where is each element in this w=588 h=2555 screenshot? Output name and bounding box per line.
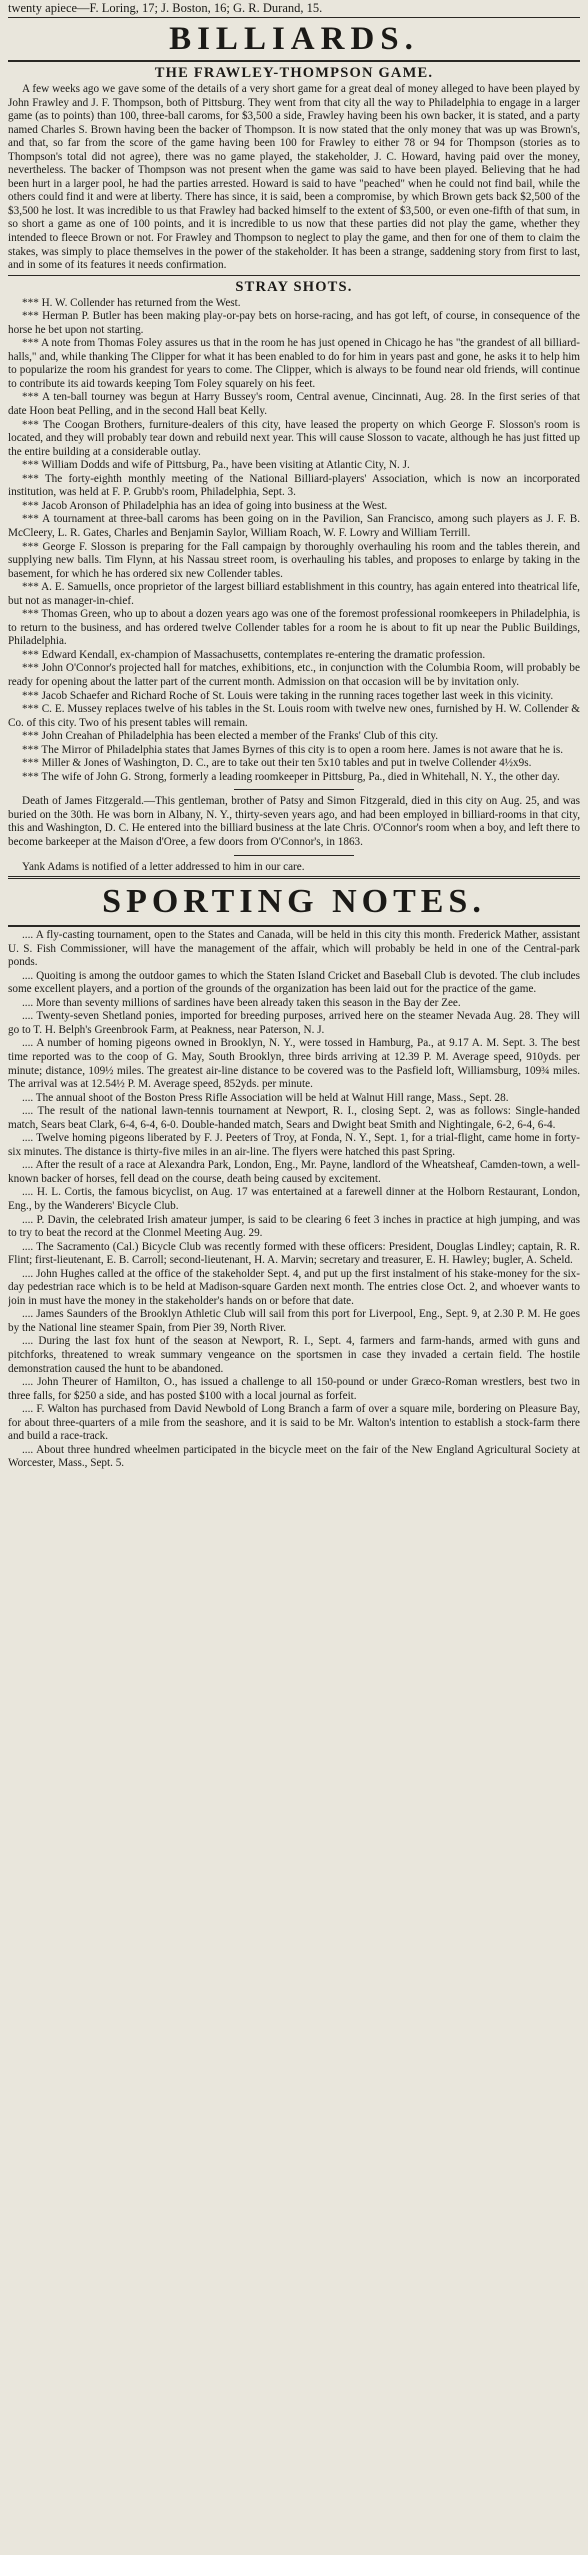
sporting-note-item — [8, 1214, 580, 1241]
item-marker-icon: .... — [22, 929, 36, 942]
stray-shot-item — [8, 744, 580, 758]
sporting-note-item-text: P. Davin, the celebrated Irish amateur jumper, is said to be clearing 6 feet 3 inches in practice at high jumping, and was to try to beat the record at the Clonmel Meeting Aug. 29. — [8, 1213, 580, 1240]
item-marker-icon: *** — [22, 730, 42, 743]
stray-shot-item — [8, 337, 580, 391]
item-marker-icon: .... — [22, 1443, 37, 1456]
item-marker-icon: *** — [22, 648, 42, 661]
sporting-note-item — [8, 1444, 580, 1471]
item-marker-icon: .... — [22, 1105, 38, 1118]
stray-shot-item — [8, 730, 580, 744]
stray-shot-item — [8, 649, 580, 663]
item-marker-icon: *** — [22, 703, 42, 716]
item-marker-icon: *** — [22, 513, 43, 526]
sporting-note-item-text: Quoiting is among the outdoor games to which the Staten Island Cricket and Baseball Club is devoted. The club includes some excellent players, and a portion of the grounds of the organization has been laid out for the practice of the game. — [8, 969, 580, 996]
item-marker-icon: *** — [22, 472, 45, 485]
item-marker-icon: .... — [22, 1186, 37, 1199]
sporting-note-item — [8, 1241, 580, 1268]
item-marker-icon: *** — [22, 391, 43, 404]
sporting-note-item-text: John Hughes called at the office of the stakeholder Sept. 4, and put up the first instalment of his stake-money for the six-day pedestrian race which is to be held at Madison-square Garden next month. The entries close Oct. 2, and whoever wants to join in must have the money in the stakeholder's hands on or before that date. — [8, 1267, 580, 1307]
sporting-note-item — [8, 1376, 580, 1403]
stray-shot-item — [8, 690, 580, 704]
divider — [234, 855, 354, 856]
stray-shot-item-text: Herman P. Butler has been making play-or-pay bets on horse-racing, and has got left, of course, in consequence of the horse he bet upon not starting. — [8, 310, 580, 336]
sporting-masthead: SPORTING NOTES. — [102, 883, 486, 921]
item-marker-icon: .... — [22, 1132, 37, 1145]
sporting-note-item-text: John Theurer of Hamilton, O., has issued a challenge to all 150-pound or under Græco-Roman wrestlers, best two in three falls, for $250 a side, and has posted $100 with a local journal as forfeit. — [8, 1376, 580, 1402]
sporting-note-item — [8, 929, 580, 970]
sporting-notes-list — [8, 929, 580, 1471]
item-marker-icon: .... — [22, 1335, 39, 1348]
sporting-note-item-text: The annual shoot of the Boston Press Rifle Association will be held at Walnut Hill range, Mass., Sept. 28. — [35, 1091, 509, 1104]
stray-shot-item-text: A tournament at three-ball caroms has been going on in the Pavilion, San Francisco, among such players as J. F. B. McCleery, L. R. Gates, Charles and Benjamin Saylor, William Roach, W. F. Lowry and William Terrill. — [8, 513, 580, 539]
frawley-thompson-headline: THE FRAWLEY-THOMPSON GAME. — [154, 65, 434, 81]
item-marker-icon: *** — [22, 689, 42, 702]
item-marker-icon: *** — [22, 499, 42, 512]
stray-shot-item — [8, 500, 580, 514]
item-marker-icon: *** — [22, 337, 42, 350]
item-marker-icon: *** — [22, 662, 42, 675]
stray-shot-item-text: A ten-ball tourney was begun at Harry Bussey's room, Central avenue, Cincinnati, Aug. 28. In the first series of that date Hoon beat Pelling, and in the second Hall beat Kelly. — [8, 391, 580, 418]
sporting-note-item-text: H. L. Cortis, the famous bicyclist, on Aug. 17 was entertained at a farewell dinner at the Holborn Restaurant, London, Eng., by the Wanderers' Bicycle Club. — [8, 1186, 580, 1213]
stray-shot-item-text: The Mirror of Philadelphia states that James Byrnes of this city is to open a room here. James is not aware that he is. — [41, 743, 564, 756]
stray-shot-item-text: John Creahan of Philadelphia has been elected a member of the Franks' Club of this city. — [41, 730, 439, 743]
sporting-note-item — [8, 970, 580, 997]
stray-shot-item-text: Thomas Green, who up to about a dozen years ago was one of the foremost professional roomkeepers in Philadelphia, is to return to the business, and has ordered twelve Collender tables for a room he is about to fit up near the Public Buildings, Philadelphia. — [8, 608, 580, 648]
stray-shot-item — [8, 459, 580, 473]
newspaper-page — [8, 0, 580, 2555]
item-marker-icon: .... — [22, 1403, 37, 1416]
sporting-note-item — [8, 1010, 580, 1037]
sporting-note-item — [8, 1308, 580, 1335]
item-marker-icon: *** — [22, 418, 43, 431]
divider — [8, 17, 580, 18]
sporting-note-item — [8, 1105, 580, 1132]
item-marker-icon: *** — [22, 757, 42, 770]
stray-shot-item — [8, 391, 580, 418]
death-notice — [8, 795, 580, 849]
frawley-thompson-article — [8, 83, 580, 273]
sporting-section — [8, 881, 580, 1471]
item-marker-icon: .... — [22, 1267, 37, 1280]
sporting-note-item — [8, 1132, 580, 1159]
stray-shot-item-text: C. E. Mussey replaces twelve of his tables in the St. Louis room with twelve new ones, furnished by H. W. Collender & Co. of this city. Two of his present tables will remain. — [8, 703, 580, 729]
item-marker-icon: *** — [22, 581, 42, 594]
stray-shot-item — [8, 310, 580, 337]
item-marker-icon: .... — [22, 1091, 36, 1104]
stray-shot-item — [8, 771, 580, 785]
stray-shot-item — [8, 662, 580, 689]
adams-notice — [8, 861, 580, 875]
top-continuation-line: twenty apiece—F. Loring, 17; J. Boston, 16; G. R. Durand, 15. — [8, 1, 323, 15]
item-marker-icon: *** — [22, 296, 42, 309]
item-marker-icon: .... — [22, 1376, 38, 1389]
stray-shots-list — [8, 297, 580, 785]
stray-shot-item-text: Jacob Aronson of Philadelphia has an idea of going into business at the West. — [41, 499, 388, 512]
item-marker-icon: .... — [22, 1240, 37, 1253]
sporting-note-item — [8, 1268, 580, 1309]
item-marker-icon: *** — [22, 540, 43, 553]
stray-shot-item-text: Edward Kendall, ex-champion of Massachusetts, contemplates re-entering the dramatic profession. — [41, 648, 486, 661]
article-paragraph: A few weeks ago we gave some of the details of a very short game for a great deal of money alleged to have been played by John Frawley and J. F. Thompson, both of Pittsburg. They went from that city all the way to Philadelphia to engage in a larger game (as to points) than 100, three-ball caroms, for $3,500 a side, Frawley having been his own backer, it is stated, and a party named Charles S. Brown having been the backer of Thompson. It is now stated that the only money that was up was Brown's, and that, so far from the score of the game having been 100 for Frawley to either 78 or 94 for Thompson (stories as to Thompson's total did not agree), there was no game played, the stakeholder, J. C. Howard, having paid over the money, nevertheless. The backer of Thompson was not present when the game was said to have been played. Believing that he had been hurt in a larger pool, he had the parties arrested. Howard is said to have "peached" when he could not find bail, while the others could find it and were at liberty. There has since, it is said, been a compromise, by which Brown gets back $2,500 of the $3,500 he lost. It was incredible to us that Frawley had backed himself to the extent of $3,500, or even one-fifth of that sum, in so short a game as one of 100 points, and it is incredible to us now that these parties did not play the game, whether they intended to fleece Brown or not. For Frawley and Thompson to neglect to play the game, and then for one of them to claim the stakes, was simply to place themselves in the power of the stakeholder. It has been a strange, saddening story from first to last, and in some of its features it needs confirmation. — [8, 83, 580, 272]
stray-shot-item-text: H. W. Collender has returned from the West. — [41, 296, 241, 309]
sporting-note-item — [8, 1159, 580, 1186]
stray-shot-item — [8, 513, 580, 540]
sporting-note-item-text: A fly-casting tournament, open to the States and Canada, will be held in this city this month. Frederick Mather, assistant U. S. Fish Commissioner, will have the management of the affair, which will probably be held in one of the Central-park ponds. — [8, 929, 580, 969]
sporting-note-item — [8, 1037, 580, 1091]
stray-shot-item — [8, 541, 580, 582]
stray-shot-item-text: A note from Thomas Foley assures us that in the room he has just opened in Chicago he has "the grandest of all billiard-halls," and, while thanking The Clipper for what it has been enabled to do for him in years past and gone, he asks it to help him to popularize the room his grandest for years to come. The Clipper, which is always to be found near old friends, will continue to contribute its aid towards keeping Tom Foley squarely on his feet. — [8, 337, 580, 390]
item-marker-icon: .... — [22, 969, 37, 982]
sporting-note-item-text: A number of homing pigeons owned in Brooklyn, N. Y., were tossed in Hamburg, Pa., at 9.17 A. M. Sept. 3. The best time reported was to the coop of G. May, South Brooklyn, three birds arriving at 12.39 P. M. Average speed, 910yds. per minute; distance, 109½ miles. The greatest air-line distance to be covered was to the Pasfield loft, Williamsburg, 109¾ miles. The arrival was at 12.54½ P. M. Average speed, 852yds. per minute. — [8, 1037, 580, 1091]
sporting-note-item-text: More than seventy millions of sardines have been already taken this season in the Bay der Zee. — [35, 996, 461, 1009]
billiards-section — [8, 20, 580, 874]
item-marker-icon: *** — [22, 770, 42, 783]
sporting-note-item-text: During the last fox hunt of the season at Newport, R. I., Sept. 4, farmers and farm-hands, armed with guns and pitchforks, threatened to wreak summary vengeance on the sportsmen in case they invaded a certain field. The hostile demonstration caused the hunt to be abandoned. — [8, 1335, 580, 1375]
stray-shot-item — [8, 419, 580, 460]
sporting-note-item — [8, 1403, 580, 1444]
item-marker-icon: *** — [22, 459, 42, 472]
stray-shot-item-text: The Coogan Brothers, furniture-dealers of this city, have leased the property on which George F. Slosson's room is located, and they will probably tear down and rebuild next year. This will cause Slosson to vacate, although he has just fitted up the entire building at a considerable outlay. — [8, 418, 580, 458]
sporting-note-item-text: The result of the national lawn-tennis tournament at Newport, R. I., closing Sept. 2, was as follows: Single-handed match, Sears beat Clark, 6-4, 6-4, 6-0. Double-handed match, Sears and Dwight beat Smith and Nightingale, 6-2, 6-4, 6-4. — [8, 1105, 580, 1131]
sporting-note-item-text: After the result of a race at Alexandra Park, London, Eng., Mr. Payne, landlord of the Wheatsheaf, Camden-town, a well-known backer of horses, fell dead on the course, death being caused by excitement. — [8, 1159, 580, 1185]
stray-shot-item-text: The wife of John G. Strong, formerly a leading roomkeeper in Pittsburg, Pa., died in Whitehall, N. Y., the other day. — [41, 770, 560, 783]
sporting-note-item-text: James Saunders of the Brooklyn Athletic Club will sail from this port for Liverpool, Eng., Sept. 9, at 2.30 P. M. He goes by the National line steamer Spain, from Pier 39, North River. — [8, 1308, 580, 1334]
divider — [234, 789, 354, 790]
sporting-note-item-text: Twenty-seven Shetland ponies, imported for breeding purposes, arrived here on the steamer Nevada Aug. 28. They will go to T. H. Belph's Greenbrook Farm, at Peakness, near Paterson, N. J. — [8, 1010, 580, 1036]
stray-shot-item — [8, 703, 580, 730]
sporting-note-item — [8, 1335, 580, 1376]
item-marker-icon: .... — [22, 1159, 36, 1172]
sporting-note-item — [8, 997, 580, 1011]
item-marker-icon: *** — [22, 310, 43, 323]
item-marker-icon: .... — [22, 1010, 37, 1023]
stray-shots-headline: STRAY SHOTS. — [235, 278, 353, 295]
sporting-note-item-text: Twelve homing pigeons liberated by F. J. Peeters of Troy, at Fonda, N. Y., Sept. 1, for a trial-flight, came home in forty-six minutes. The distance is thirty-five miles in an air-line. The flyers were hatched this past Spring. — [8, 1132, 580, 1158]
stray-shot-item-text: George F. Slosson is preparing for the Fall campaign by thoroughly overhauling his room and the tables therein, and supplying new balls. Tim Flynn, at his Nassau street room, is overhauling his tables, and proposes to enlarge by taking in the basement, for which he has ordered six new Collender tables. — [8, 540, 580, 580]
adams-notice-text: Yank Adams is notified of a letter addressed to him in our care. — [22, 860, 305, 873]
stray-shot-item-text: The forty-eighth monthly meeting of the National Billiard-players' Association, which is now an incorporated institution, was held at F. P. Grubb's room, Philadelphia, Sept. 3. — [8, 472, 580, 499]
sporting-note-item-text: F. Walton has purchased from David Newbold of Long Branch a farm of over a square mile, bordering on Pleasure Bay, for about three-quarters of a mile from the seashore, and it is said to be Mr. Walton's intention to establish a stock-farm there and build a race-track. — [8, 1403, 580, 1443]
item-marker-icon: .... — [22, 1213, 37, 1226]
item-marker-icon: .... — [22, 1308, 37, 1321]
item-marker-icon: *** — [22, 743, 42, 756]
billiards-masthead: BILLIARDS. — [169, 21, 419, 57]
stray-shot-item-text: William Dodds and wife of Pittsburg, Pa., have been visiting at Atlantic City, N. J. — [41, 459, 410, 472]
sporting-note-item — [8, 1186, 580, 1213]
stray-shot-item — [8, 581, 580, 608]
stray-shot-item — [8, 608, 580, 649]
divider — [8, 876, 580, 879]
stray-shot-item-text: Jacob Schaefer and Richard Roche of St. Louis were taking in the running races together last week in this vicinity. — [41, 689, 554, 702]
item-marker-icon: .... — [22, 996, 36, 1009]
divider — [8, 275, 580, 276]
item-marker-icon: *** — [22, 608, 42, 621]
stray-shot-item — [8, 473, 580, 500]
sporting-note-item — [8, 1092, 580, 1106]
sporting-note-item-text: About three hundred wheelmen participated in the bicycle meet on the fair of the New England Agricultural Society at Worcester, Mass., Sept. 5. — [8, 1443, 580, 1470]
stray-shot-item-text: A. E. Samuells, once proprietor of the largest billiard establishment in this country, has again entered into theatrical life, but not as manager-in-chief. — [8, 581, 580, 607]
stray-shot-item — [8, 757, 580, 771]
divider — [8, 60, 580, 62]
divider — [8, 925, 580, 927]
stray-shot-item-text: Miller & Jones of Washington, D. C., are to take out their ten 5x10 tables and put in twelve Collender 4½x9s. — [41, 757, 532, 770]
item-marker-icon: .... — [22, 1037, 37, 1050]
death-notice-text: Death of James Fitzgerald.—This gentleman, brother of Patsy and Simon Fitzgerald, died in this city on Aug. 25, and was buried on the 30th. He was born in Albany, N. Y., thirty-seven years ago, and had been employed in billiard-rooms in that city, this and Washington, D. C. He entered into the billiard business at the late Chris. O'Connor's room when a boy, and left there to become barkeeper at the Maison d'Oree, a few doors from O'Connor's, in 1863. — [8, 795, 580, 848]
sporting-note-item-text: The Sacramento (Cal.) Bicycle Club was recently formed with these officers: President, Douglas Lindley; captain, R. R. Flint; first-lieutenant, E. B. Carroll; second-lieutenant, H. A. Marvin; secretary and treasurer, E. H. Hawley; bugler, A. Scheld. — [8, 1240, 580, 1267]
stray-shot-item — [8, 297, 580, 311]
stray-shot-item-text: John O'Connor's projected hall for matches, exhibitions, etc., in conjunction with the Columbia Room, will probably be ready for opening about the latter part of the current month. Admission on that occasion will be by invitation only. — [8, 662, 580, 688]
